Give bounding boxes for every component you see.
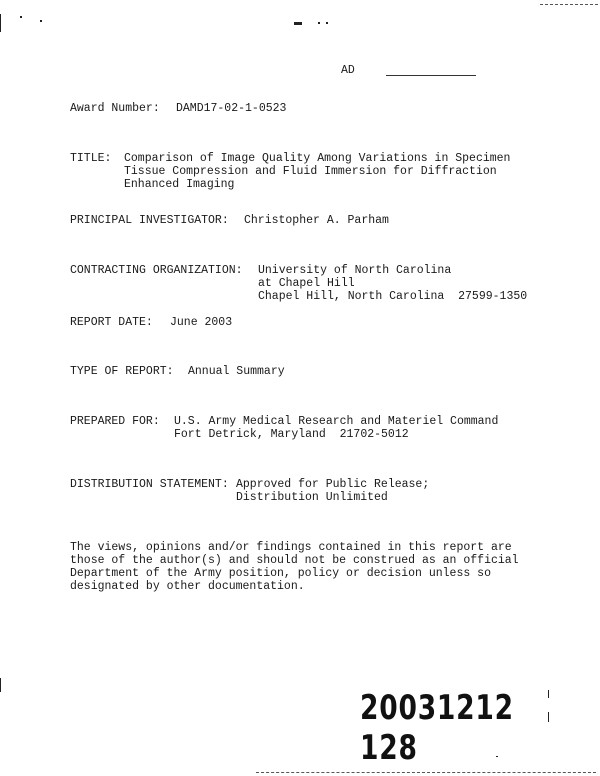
distribution-line: Approved for Public Release; [236, 478, 430, 491]
scan-speck [318, 22, 320, 24]
scan-speck [548, 690, 549, 698]
title-line: Comparison of Image Quality Among Variations in Specimen [124, 152, 511, 165]
scan-edge-mark [0, 678, 1, 692]
scan-speck [40, 20, 42, 22]
report-type-value: Annual Summary [188, 365, 285, 378]
ad-label: AD [341, 64, 355, 77]
disclaimer-line: those of the author(s) and should not be construed as an official [70, 554, 519, 567]
award-number-label: Award Number: [70, 102, 160, 115]
report-type-label: TYPE OF REPORT: [70, 365, 174, 378]
award-number-value: DAMD17-02-1-0523 [176, 102, 287, 115]
report-date-label: REPORT DATE: [70, 316, 153, 329]
ad-number-line [386, 75, 476, 76]
organization-line: University of North Carolina [258, 264, 452, 277]
bottom-scan-rule [256, 772, 596, 773]
title-line: Enhanced Imaging [124, 178, 235, 191]
principal-investigator-value: Christopher A. Parham [244, 214, 389, 227]
title-label: TITLE: [70, 152, 112, 165]
organization-line: Chapel Hill, North Carolina 27599-1350 [258, 290, 528, 303]
principal-investigator-label: PRINCIPAL INVESTIGATOR: [70, 214, 229, 227]
prepared-for-line: Fort Detrick, Maryland 21702-5012 [174, 428, 409, 441]
prepared-for-line: U.S. Army Medical Research and Materiel Command [174, 415, 499, 428]
title-line: Tissue Compression and Fluid Immersion for Diffraction [124, 165, 497, 178]
disclaimer-line: The views, opinions and/or findings contained in this report are [70, 541, 512, 554]
scan-speck [326, 22, 328, 24]
prepared-for-label: PREPARED FOR: [70, 415, 160, 428]
scan-speck [548, 712, 549, 722]
scan-speck [20, 16, 22, 18]
distribution-statement-label: DISTRIBUTION STATEMENT: [70, 478, 229, 491]
top-scan-rule [540, 4, 598, 5]
accession-stamp-number: 20031212 128 [360, 688, 514, 768]
contracting-organization-label: CONTRACTING ORGANIZATION: [70, 264, 243, 277]
report-date-value: June 2003 [170, 316, 233, 329]
scan-edge-mark [0, 14, 1, 32]
scan-speck [294, 22, 302, 25]
disclaimer-line: designated by other documentation. [70, 580, 305, 593]
distribution-line: Distribution Unlimited [236, 491, 388, 504]
disclaimer-line: Department of the Army position, policy or decision unless so [70, 567, 491, 580]
organization-line: at Chapel Hill [258, 277, 355, 290]
